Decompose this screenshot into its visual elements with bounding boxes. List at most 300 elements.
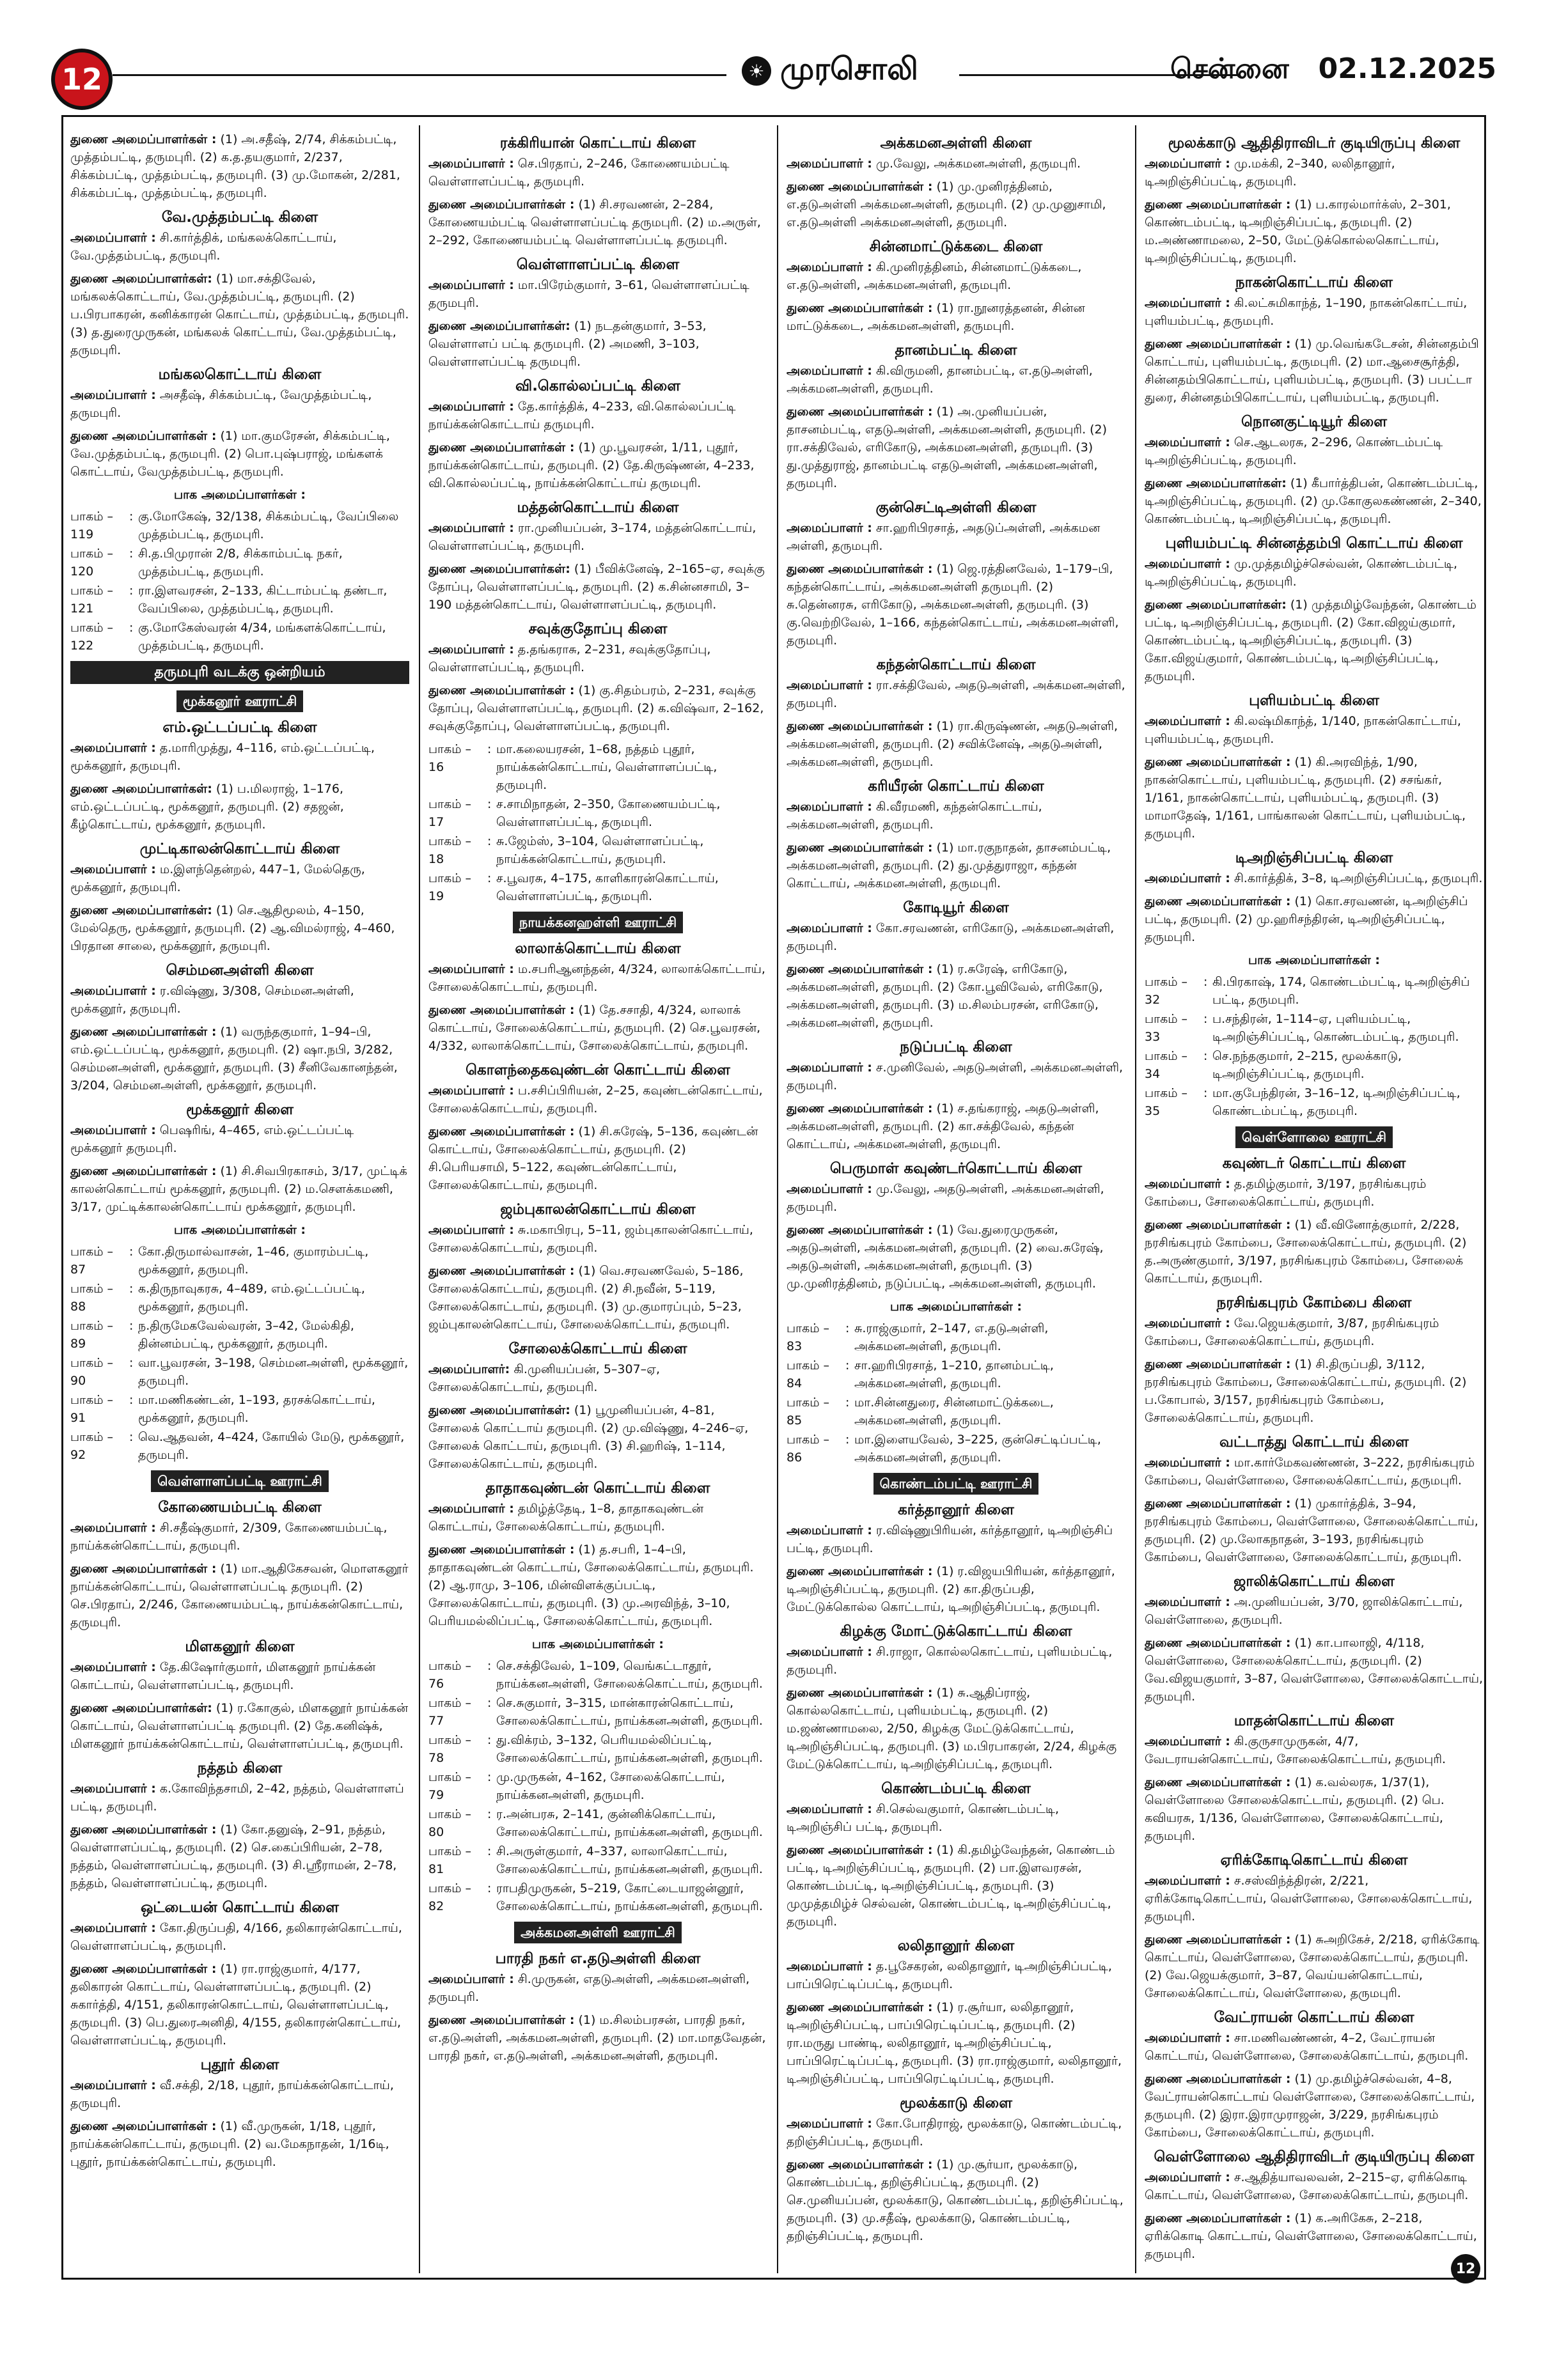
organizer-entry [428, 1541, 767, 1630]
organizer-entry [787, 178, 1125, 231]
role-label: அமைப்பாளர் : [787, 678, 872, 692]
branch-heading: கொளந்தைகவுண்டன் கொட்டாய் கிளை [466, 1062, 730, 1078]
role-label: அமைப்பாளர் : [787, 364, 872, 378]
organizer-details: மு.மக்கி, 2–340, லலிதானூர், டிஅறிஞ்சிப்பட்டி, தருமபுரி. [1145, 157, 1395, 189]
organizer-details: கி.வீரமணி, கந்தன்கொட்டாய், அக்கமனஅள்ளி, தருமபுரி. [787, 800, 1042, 832]
organizer-entry [787, 2156, 1125, 2245]
panchayat-heading: வெள்ளோலை ஊராட்சி [1235, 1126, 1393, 1148]
organizer-entry [70, 229, 409, 265]
organizer-entry [787, 1841, 1125, 1931]
role-label: அமைப்பாளர் : [70, 1921, 156, 1935]
organizer-entry [1145, 596, 1484, 685]
organizer-details: தமிழ்த்தேடி, 1–8, தாதாகவுண்டன் கொட்டாய், சோலைக்கொட்டாய், தருமபுரி. [428, 1502, 704, 1534]
organizer-entry [787, 919, 1125, 955]
role-label: அமைப்பாளர் : [787, 1523, 872, 1537]
branch-heading: கவுண்டர் கொட்டாய் கிளை [1222, 1155, 1406, 1172]
ward-entry [70, 508, 409, 543]
role-label: துணை அமைப்பாளர்கள் : [70, 1823, 217, 1837]
ward-number: பாகம் – 91 [70, 1393, 114, 1425]
ward-number: பாகம் – 81 [428, 1844, 472, 1876]
organizer-entry [70, 1658, 409, 1694]
ward-entry [428, 1768, 767, 1804]
organizer-entry [428, 560, 767, 614]
organizer-details: வே.ஜெயக்குமார், 3/87, நரசிங்கபுரம் கோம்பை, சோலைக்கொட்டாய், தருமபுரி. [1145, 1316, 1439, 1348]
organizer-details: சு.மகாபிரபு, 5–11, ஜம்புகாலன்கொட்டாய், சோலைக்கொட்டாய், தருமபுரி. [428, 1223, 753, 1255]
ward-organizer: செ.நந்தகுமார், 2–215, மூலக்காடு, டிஅறிஞ்சிப்பட்டி, தருமபுரி. [1212, 1049, 1402, 1081]
organizer-entry [1145, 335, 1484, 407]
branch-heading: கோடியூர் கிளை [903, 899, 1009, 916]
branch-heading: மூக்கனூர் கிளை [186, 1101, 294, 1118]
role-label: அமைப்பாளர் : [428, 157, 514, 171]
organizer-details: சி.செல்வகுமார், கொண்டம்பட்டி, டிஅறிஞ்சிப் பட்டி, தருமபுரி. [787, 1802, 1059, 1834]
branch-heading: புதூர் கிளை [200, 2057, 279, 2073]
organizer-entry [787, 519, 1125, 555]
role-label: துணை அமைப்பாளர்கள் : [1145, 755, 1291, 769]
organizer-details: (1) ரா.நூனரத்தனன், சின்ன மாட்டுக்கடை, அக்கமனஅள்ளி, தருமபுரி. [787, 301, 1085, 333]
role-label: துணை அமைப்பாளர்கள்: [428, 562, 570, 576]
organizer-details: செ.பிரதாப், 2–246, கோணையம்பட்டி வெள்ளாளப்பட்டி, தருமபுரி. [428, 157, 730, 189]
organizer-details: (1) முகார்த்திக், 3–94, நரசிங்கபுரம் கோம்பை, வெள்ளோலை, சோலைக்கொட்டாய், தருமபுரி. (2) மு.லோகநாதன், 3–193, நரசிங்கபுரம் கோம்பை, வெள்ளோலை, சோலைக்கொட்டாய், தருமபுரி. [1145, 1497, 1478, 1564]
organizer-entry [1145, 294, 1484, 330]
organizer-entry [1145, 1773, 1484, 1845]
role-label: துணை அமைப்பாளர்கள்: [70, 903, 212, 917]
ward-number: பாகம் – 79 [428, 1770, 472, 1802]
ward-colon: : [845, 1358, 850, 1373]
ward-entry [428, 1805, 767, 1841]
ward-colon: : [845, 1396, 850, 1410]
organizer-entry [787, 676, 1125, 712]
organizer-details: (1) வீ.முருகன், 1/18, புதூர், நாய்க்கன்கொட்டாய், தருமபுரி. (2) வ.மேகநாதன், 1/16டி, புதூர், நாய்க்கன்கொட்டாய், தருமபுரி. [70, 2119, 389, 2169]
role-label: துணை அமைப்பாளர்கள் : [428, 1543, 575, 1557]
role-label: அமைப்பாளர் : [787, 800, 872, 814]
branch-heading: நொனகுட்டியூர் கிளை [1241, 414, 1388, 430]
organizer-details: கி.முனிரத்தினம், சின்னமாட்டுக்கடை, எ.தடுஅள்ளி, அக்கமனஅள்ளி, தருமபுரி. [787, 260, 1082, 292]
ward-number: பாகம் – 78 [428, 1733, 472, 1765]
ward-entry [428, 795, 767, 831]
ward-organizers-heading: பாக அமைப்பாளர்கள் : [173, 1223, 306, 1237]
branch-heading: கிழக்கு மோட்டுக்கொட்டாய் கிளை [840, 1623, 1072, 1640]
newspaper-brand [742, 51, 918, 91]
ward-entry [428, 1731, 767, 1767]
role-label: துணை அமைப்பாளர்கள் : [428, 683, 575, 697]
organizer-entry [428, 398, 767, 433]
ward-organizer: சு.ஜேம்ஸ், 3–104, வெள்ளாளப்பட்டி, நாய்க்கன்கொட்டாய், தருமபுரி. [496, 834, 704, 866]
role-label: அமைப்பாளர் : [787, 1645, 872, 1659]
organizer-details: (1) கி.தமிழ்வேந்தன், கொண்டம் பட்டி, டிஅறிஞ்சிப்பட்டி, தருமபுரி. (2) பா.இளவரசன், கொண்டம்பட்டி, டிஅறிஞ்சிப்பட்டி, தருமபுரி. (3) முமுத்தமிழ்ச் செல்வன், கொண்டம்பட்டி, டிஅறிஞ்சிப்பட்டி, தருமபுரி. [787, 1843, 1115, 1929]
role-label: துணை அமைப்பாளர்கள் : [70, 1164, 217, 1178]
organizer-entry [70, 1023, 409, 1094]
organizer-details: (1) சுஅறிகேச், 2/218, ஏரிக்கோடி கொட்டாய், வெள்ளோலை, சோலைக்கொட்டாய், தருமபுரி. (2) வே.ஜெயக்குமார், 3–87, வெய்யன்கொட்டாய், சோலைக்கொட்டாய், வெள்ளோலை, தருமபுரி. [1145, 1933, 1480, 2000]
organizer-entry [428, 1123, 767, 1194]
organizer-details: ம.இளந்தென்றல், 447–1, மேல்தெரு, மூக்கனூர், தருமபுரி. [70, 862, 365, 894]
organizer-entry [70, 1780, 409, 1816]
ward-organizers-heading: பாக அமைப்பாளர்கள் : [889, 1300, 1022, 1314]
organizer-entry [787, 1180, 1125, 1216]
ward-organizer: ராபதிமுருகன், 5–219, கோட்டையாஜன்னூர், சோலைக்கொட்டாய், நாய்க்கனஅள்ளி, தருமபுரி. [496, 1881, 763, 1913]
organizer-entry [1145, 555, 1484, 591]
organizer-entry [428, 196, 767, 249]
organizer-details: கி.லட்சுமிகாந்த், 1–190, நாகன்கொட்டாய், புளியம்பட்டி, தருமபுரி. [1145, 296, 1468, 328]
organizer-details: (1) ம.சிலம்பரசன், பாரதி நகர், எ.தடுஅள்ளி, அக்கமனஅள்ளி, தருமபுரி. (2) மா.மாதவேதன், பாரதி நகர், எ.தடுஅள்ளி, அக்கமனஅள்ளி, தருமபுரி. [428, 2013, 766, 2063]
branch-heading: சின்னமாட்டுக்கடை கிளை [869, 238, 1043, 255]
branch-heading: மங்கலகொட்டாய் கிளை [158, 366, 322, 383]
organizer-entry [787, 1221, 1125, 1293]
ward-number: பாகம் – 16 [428, 742, 472, 774]
ward-organizer: கு.மோகேஷ், 32/138, சிக்கம்பட்டி, வேப்பிலை முத்தம்பட்டி, தருமபுரி. [138, 509, 399, 541]
ward-colon: : [1203, 1012, 1208, 1026]
branch-heading: வெள்ளோலை ஆதிதிராவிடர் குடியிருப்பு கிளை [1154, 2149, 1475, 2165]
branch-heading: மத்தன்கொட்டாய் கிளை [517, 499, 679, 516]
organizer-details: கோ.சரவணன், எரிகோடு, அக்கமனஅள்ளி, தருமபுரி. [787, 921, 1115, 953]
organizer-details: சி.முருகன், எதடுஅள்ளி, அக்கமனஅள்ளி, தருமபுரி. [428, 1972, 750, 2004]
ward-colon: : [845, 1433, 850, 1447]
ward-entry [428, 1694, 767, 1730]
organizer-details: (1) வருந்தகுமார், 1–94–பி, எம்.ஒட்டப்பட்டி, மூக்கனூர், தருமபுரி. (2) ஷா.நபி, 3/282, செம்மனஅள்ளி, மூக்கனூர், தருமபுரி. (3) சீனிவேகானந்தன், 3/204, செம்மனஅள்ளி, மூக்கனூர், தருமபுரி. [70, 1025, 398, 1093]
role-label: துணை அமைப்பாளர்கள்: [70, 782, 212, 796]
newspaper-name: முரசொலி [780, 51, 918, 87]
role-label: துணை அமைப்பாளர்கள் : [1145, 1218, 1291, 1232]
ward-organizer: மா.இளையவேல், 3–225, குன்செட்டிப்பட்டி, அக்கமனஅள்ளி, தருமபுரி. [854, 1433, 1101, 1465]
organizer-entry [787, 403, 1125, 492]
organizer-details: (1) ப.மிலராஜ், 1–176, எம்.ஒட்டப்பட்டி, மூக்கனூர், தருமபுரி. (2) சதஜன், கீழ்கொட்டாய், மூக்கனூர், தருமபுரி. [70, 782, 344, 832]
branch-heading: புளியம்பட்டி சின்னத்தம்பி கொட்டாய் கிளை [1165, 535, 1463, 552]
organizer-details: கோ.திருப்பதி, 4/166, தலிகாரன்கொட்டாய், வெள்ளாளப்பட்டி, தருமபுரி. [70, 1921, 402, 1953]
branch-heading: வே.முத்தம்பட்டி கிளை [161, 209, 318, 226]
role-label: அமைப்பாளர் : [1145, 2170, 1230, 2184]
ward-organizer: சி.அருள்குமார், 4–337, லாலாகொட்டாய், சோலைக்கொட்டாய், நாய்க்கனஅள்ளி, தருமபுரி. [496, 1844, 763, 1876]
ward-colon: : [487, 871, 492, 885]
organizer-details: பெஷரிங், 4–465, எம்.ஒட்டப்பட்டி மூக்கனூர் தருமபுரி. [70, 1123, 354, 1155]
role-label: அமைப்பாளர் : [1145, 1734, 1230, 1748]
role-label: துணை அமைப்பாளர்கள் : [787, 1101, 933, 1116]
organizer-entry [70, 2076, 409, 2112]
role-label: துணை அமைப்பாளர்கள் : [1145, 2211, 1291, 2225]
organizer-details: (1) ப.காரல்மார்க்ஸ், 2–301, கொண்டம்பட்டி, டிஅறிஞ்சிப்பட்டி, தருமபுரி. (2) ம.அண்ணாமலை, 2–50, மேட்டுக்கொல்லகொட்டாய், டிஅறிஞ்சிப்பட்டி, தருமபுரி. [1145, 198, 1451, 265]
role-label: அமைப்பாளர் : [70, 1123, 156, 1137]
role-label: துணை அமைப்பாளர்கள் : [787, 1686, 933, 1700]
role-label: துணை அமைப்பாளர்கள் : [70, 1962, 217, 1976]
organizer-entry [70, 130, 409, 202]
role-label: அமைப்பாளர் : [70, 741, 156, 755]
organizer-details: (1) ரா.ராஜ்குமார், 4/177, தலிகாரன் கொட்டாய், வெள்ளாளப்பட்டி, தருமபுரி. (2) சுகார்த்தி, 4/151, தலிகாரன்கொட்டாய், வெள்ளாளப்பட்டி, தருமபுரி. (3) பெ.துரைஅனிதி, 4/155, தலிகாரன்கொட்டாய், வெள்ளாளப்பட்டி, தருமபுரி. [70, 1962, 402, 2048]
role-label: அமைப்பாளர் : [70, 1521, 156, 1535]
organizer-entry [787, 1957, 1125, 1993]
ward-entry [1145, 1084, 1484, 1120]
organizer-details: (1) ர.கோகுல், மிளகனூர் நாய்க்கன் கொட்டாய், வெள்ளாளப்பட்டி தருமபுரி. (2) தே.கனிஷ்க், மிளகனூர் நாய்க்கன்கொட்டாய், வெள்ளாளப்பட்டி, தருமபுரி. [70, 1701, 409, 1751]
organizer-entry [1145, 1216, 1484, 1287]
role-label: அமைப்பாளர் : [70, 984, 156, 998]
organizer-details: (1) மு.பூவரசன், 1/11, புதூர், நாய்க்கன்கொட்டாய், தருமபுரி. (2) தே.கிருஷ்ணன், 4–233, வி.கொல்லப்பட்டி, நாய்க்கன்கொட்டாய் தருமபுரி. [428, 440, 755, 490]
organizer-entry [1145, 1175, 1484, 1211]
column-divider [777, 125, 778, 2273]
ward-colon: : [487, 1881, 492, 1895]
role-label: துணை அமைப்பாளர்கள் : [787, 405, 933, 419]
organizer-entry [787, 1562, 1125, 1616]
branch-heading: பாரதி நகர் எ.தடுஅள்ளி கிளை [495, 1950, 701, 1967]
organizer-details: கி.லஷ்மிகாந்த், 1/140, நாகன்கொட்டாய், புளியம்பட்டி, தருமபுரி. [1145, 714, 1461, 746]
organizer-entry [1145, 1634, 1484, 1706]
ward-entry [1145, 1047, 1484, 1083]
organizer-details: (1) அ.முனியப்பன், தாசனம்பட்டி, எதடுஅள்ளி, அக்கமனஅள்ளி, தருமபுரி. (2) ரா.சக்திவேல், எரிகோடு, அக்கமனஅள்ளி, தருமபுரி. (3) து.முத்துராஜ், தானம்பட்டி எதடுஅள்ளி, அக்கமனஅள்ளி, தருமபுரி. [787, 405, 1108, 490]
ward-organizer: மா.குபேந்திரன், 3–16–12, டிஅறிஞ்சிப்பட்டி, கொண்டம்பட்டி, தருமபுரி. [1212, 1086, 1461, 1118]
role-label: அமைப்பாளர் : [428, 521, 514, 535]
ward-number: பாகம் – 90 [70, 1356, 114, 1388]
branch-heading: தானம்பட்டி கிளை [895, 342, 1017, 359]
role-label: அமைப்பாளர் : [787, 521, 872, 535]
ward-colon: : [129, 1356, 134, 1370]
organizer-details: (1) வே.துரைமுருகன், அதடுஅள்ளி, அக்கமனஅள்ளி, தருமபுரி. (2) வை.சுரேஷ், அதடுஅள்ளி, அக்கமனஅள்ளி, தருமபுரி. (3) மு.முனிரத்தினம், நடுப்பட்டி, அக்கமனஅள்ளி, தருமபுரி. [787, 1223, 1104, 1291]
role-label: அமைப்பாளர் : [428, 278, 514, 292]
organizer-entry [70, 1560, 409, 1631]
ward-colon: : [129, 1393, 134, 1407]
organizer-details: (1) கீபார்த்திபன், கொண்டம்பட்டி, டிஅறிஞ்சிப்பட்டி, தருமபுரி. (2) மு.கோகுலகண்ணன், 2–340, கொண்டம்பட்டி, டிஅறிஞ்சிப்பட்டி, தருமபுரி. [1145, 476, 1482, 526]
branch-heading: நடுப்பட்டி கிளை [900, 1039, 1012, 1055]
organizer-details: (1) க.வல்லரசு, 1/37(1), வெள்ளோலை சோலைக்கொட்டாய், தருமபுரி. (2) பெ. கவியரசு, 1/136, வெள்ளோலை, சோலைக்கொட்டாய், தருமபுரி. [1145, 1775, 1445, 1843]
ward-entry [787, 1319, 1125, 1355]
ward-organizer: சி.த.பிமுரான் 2/8, சிக்காம்பட்டி நகர், முத்தம்பட்டி, தருமபுரி. [138, 547, 343, 579]
branch-heading: புளியம்பட்டி கிளை [1249, 692, 1379, 709]
ward-number: பாகம் – 76 [428, 1659, 472, 1691]
ward-organizer: மா.சின்னதுரை, சின்னமாட்டுக்கடை, அக்கமனஅள்ளி, தருமபுரி. [854, 1396, 1054, 1427]
organizer-entry [1145, 155, 1484, 191]
ward-organizer: கி.பிரகாஷ், 174, கொண்டம்பட்டி, டிஅறிஞ்சிப் பட்டி, தருமபுரி. [1212, 975, 1470, 1007]
organizer-details: அசதீஷ், சிக்கம்பட்டி, வேமுத்தம்பட்டி, தருமபுரி. [70, 388, 372, 420]
role-label: அமைப்பாளர் : [70, 231, 156, 245]
union-banner: தருமபுரி வடக்கு ஒன்றியம் [70, 661, 409, 684]
ward-entry [70, 1243, 409, 1279]
role-label: அமைப்பாளர் : [787, 921, 872, 935]
organizer-details: (1) சி.திருப்பதி, 3/112, நரசிங்கபுரம் கோம்பை, சோலைக்கொட்டாய், தருமபுரி. (2) ப.கோபால், 3/157, நரசிங்கபுரம் கோம்பை, சோலைக்கொட்டாய், தருமபுரி. [1145, 1357, 1467, 1425]
column-4 [1145, 128, 1484, 2263]
organizer-details: மா.கார்மேகவண்ணன், 3–222, நரசிங்கபுரம் கோம்பை, வெள்ளோலை, சோலைக்கொட்டாய், தருமபுரி. [1145, 1456, 1475, 1488]
role-label: துணை அமைப்பாளர்கள்: [70, 1701, 212, 1715]
organizer-entry [787, 2115, 1125, 2151]
role-label: துணை அமைப்பாளர்கள் : [428, 198, 575, 212]
ward-colon: : [487, 1733, 492, 1747]
role-label: அமைப்பாளர் : [1145, 557, 1230, 571]
ward-colon: : [487, 742, 492, 756]
organizer-entry [787, 1998, 1125, 2088]
organizer-entry [70, 780, 409, 834]
organizer-details: த.தங்கராசு, 2–231, சவுக்குதோப்பு, வெள்ளாளப்பட்டி, தருமபுரி. [428, 642, 711, 674]
ward-entry [70, 1354, 409, 1390]
organizer-entry [428, 1970, 767, 2006]
column-divider [419, 125, 420, 2273]
role-label: அமைப்பாளர் : [1145, 1316, 1230, 1330]
branch-heading: ஜாலிக்கொட்டாய் கிளை [1234, 1573, 1395, 1590]
branch-heading: நாகன்கொட்டாய் கிளை [1235, 274, 1393, 291]
column-divider [1135, 125, 1136, 2273]
organizer-entry [1145, 2070, 1484, 2142]
organizer-details: ரா.முனியப்பன், 3–174, மத்தன்கொட்டாய், வெள்ளாளப்பட்டி, தருமபுரி. [428, 521, 756, 553]
role-label: அமைப்பாளர் : [787, 157, 872, 171]
role-label: அமைப்பாளர் : [70, 1660, 156, 1674]
role-label: துணை அமைப்பாளர்கள் : [70, 429, 217, 443]
organizer-details: ர.விஷ்ணுபிரியன், கர்த்தானூர், டிஅறிஞ்சிப் பட்டி, தருமபுரி. [787, 1523, 1113, 1555]
ward-number: பாகம் – 119 [70, 509, 114, 541]
footer-page-number: 12 [1451, 2254, 1480, 2283]
organizer-details: (1) கொ.சரவணன், டிஅறிஞ்சிப் பட்டி, தருமபுரி. (2) மு.ஹரிசந்திரன், டிஅறிஞ்சிப்பட்டி, தருமபுரி. [1145, 894, 1468, 944]
role-label: துணை அமைப்பாளர்கள் : [787, 1223, 933, 1237]
column-3 [787, 128, 1125, 2263]
role-label: துணை அமைப்பாளர்கள் : [1145, 1775, 1291, 1789]
ward-organizer: ச.பூவரசு, 4–175, காளிகாரன்கொட்டாய், வெள்ளாளப்பட்டி, தருமபுரி. [496, 871, 719, 903]
ward-entry [428, 1842, 767, 1878]
organizer-entry [787, 258, 1125, 294]
ward-entry [70, 1280, 409, 1316]
ward-colon: : [487, 797, 492, 811]
organizer-entry [1145, 2029, 1484, 2065]
ward-organizer: மா.மணிகண்டன், 1–193, தரசக்கொட்டாய், மூக்கனூர், தருமபுரி. [138, 1393, 375, 1425]
ward-entry [428, 832, 767, 868]
organizer-details: (1) பூமுனியப்பன், 4–81, சோலைக் கொட்டாய் தருமபுரி. (2) மு.விஷ்ணு, 4–246–ஏ, சோலைக் கொட்டாய், தருமபுரி. (3) சி.ஹரிஷ், 1–114, சோலைக்கொட்டாய், தருமபுரி. [428, 1403, 749, 1471]
panchayat-heading: மூக்கனூர் ஊராட்சி [176, 690, 304, 712]
branch-heading: கரியீரன் கொட்டாய் கிளை [868, 778, 1044, 795]
branch-heading: மிளகனூர் கிளை [185, 1638, 295, 1655]
ward-organizer: மு.முருகன், 4–162, சோலைக்கொட்டாய், நாய்க்கனஅள்ளி, தருமபுரி. [496, 1770, 725, 1802]
role-label: துணை அமைப்பாளர்கள் : [787, 2158, 933, 2172]
organizer-details: (1) ர.சூர்யா, லலிதானூர், டிஅறிஞ்சிப்பட்டி, பாப்பிரெட்டிப்பட்டி, தருமபுரி. (2) ரா.மருது பாண்டி, லலிதானூர், டிஅறிஞ்சிப்பட்டி, பாப்பிரெட்டிப்பட்டி, தருமபுரி. (3) ரா.ராஜ்குமார், லலிதானூர், டிஅறிஞ்சிப்பட்டி, பாப்பிரெட்டிப்பட்டி, தருமபுரி. [787, 2000, 1122, 2086]
branch-heading: வி.கொல்லப்பட்டி கிளை [515, 378, 680, 394]
ward-colon: : [1203, 975, 1208, 989]
role-label: அமைப்பாளர் : [70, 2078, 156, 2092]
ward-entry [70, 1391, 409, 1427]
organizer-entry [787, 1100, 1125, 1153]
panchayat-heading: நாயக்கனஹள்ளி ஊராட்சி [513, 912, 683, 933]
organizer-details: (1) மு.சூர்யா, மூலக்காடு, கொண்டம்பட்டி, தறிஞ்சிப்பட்டி, தருமபுரி. (2) செ.முனியப்பன், மூலக்காடு, கொண்டம்பட்டி, தறிஞ்சிப்பட்டி, தருமபுரி. (3) மு.சதீஷ், மூலக்காடு, கொண்டம்பட்டி, தறிஞ்சிப்பட்டி, தருமபுரி. [787, 2158, 1124, 2243]
organizer-details: (1) பீவிக்னேஷ், 2–165–ஏ, சவுக்கு தோப்பு, வெள்ளாளப்பட்டி, தருமபுரி. (2) க.சின்னசாமி, 3–190 மத்தன்கொட்டாய், வெள்ளாளப்பட்டி, தருமபுரி. [428, 562, 765, 612]
role-label: அமைப்பாளர் : [428, 1223, 514, 1237]
organizer-details: ம.சபரிஆனந்தன், 4/324, லாலாக்கொட்டாய், சோலைக்கொட்டாய், தருமபுரி. [428, 962, 765, 994]
organizer-details: (1) மா.ரகுநாதன், தாசனம்பட்டி, அக்கமனஅள்ளி, தருமபுரி. (2) து.முத்துராஜா, கந்தன் கொட்டாய், அக்கமனஅள்ளி, தருமபுரி. [787, 841, 1111, 891]
role-label: அமைப்பாளர் : [1145, 1595, 1230, 1609]
ward-organizer: ப.சந்திரன், 1–114–ஏ, புளியம்பட்டி, டிஅறிஞ்சிப்பட்டி, கொண்டம்பட்டி, தருமபுரி. [1212, 1012, 1459, 1044]
branch-heading: அக்கமனஅள்ளி கிளை [880, 135, 1032, 152]
ward-organizer: ச.சாமிநாதன், 2–350, கோணையம்பட்டி, வெள்ளாளப்பட்டி, தருமபுரி. [496, 797, 721, 829]
role-label: அமைப்பாளர் : [428, 400, 514, 414]
organizer-details: கி.விருமனி, தானம்பட்டி, எ.தடுஅள்ளி, அக்கமனஅள்ளி, தருமபுரி. [787, 364, 1093, 396]
role-label: அமைப்பாளர்: [428, 1362, 510, 1376]
organizer-entry [70, 860, 409, 896]
ward-organizers-heading: பாக அமைப்பாளர்கள் : [173, 488, 306, 502]
ward-entry [1145, 973, 1484, 1009]
role-label: அமைப்பாளர் : [428, 1084, 514, 1098]
organizer-entry [70, 901, 409, 955]
organizer-entry [428, 641, 767, 676]
branch-heading: வட்டாத்து கொட்டாய் கிளை [1219, 1434, 1409, 1451]
ward-colon: : [1203, 1049, 1208, 1063]
organizer-entry [787, 1643, 1125, 1679]
ward-number: பாகம் – 33 [1145, 1012, 1188, 1044]
branch-heading: கொண்டம்பட்டி கிளை [881, 1780, 1031, 1797]
branch-heading: முட்டிகாலன்கொட்டாய் கிளை [139, 841, 340, 857]
ward-entry [70, 582, 409, 618]
ward-number: பாகம் – 84 [787, 1358, 830, 1390]
ward-colon: : [129, 584, 134, 598]
organizer-entry [428, 681, 767, 735]
organizer-details: ச.முனிவேல், அதடுஅள்ளி, அக்கமனஅள்ளி, தருமபுரி. [787, 1061, 1124, 1093]
ward-entry [70, 545, 409, 580]
organizer-entry [1145, 1314, 1484, 1350]
organizer-details: த.மாரிமுத்து, 4–116, எம்.ஒட்டப்பட்டி, மூக்கனூர், தருமபுரி. [70, 741, 375, 773]
ward-colon: : [129, 1282, 134, 1296]
role-label: அமைப்பாளர் : [1145, 435, 1230, 449]
organizer-details: சா.மணிவண்ணன், 4–2, வேட்ராயன் கொட்டாய், வெள்ளோலை, சோலைக்கொட்டாய், தருமபுரி. [1145, 2031, 1469, 2063]
organizer-details: (1) சி.சரவணன், 2–284, கோணையம்பட்டி வெள்ளாளப்பட்டி தருமபுரி. (2) ம.அருள், 2–292, கோணையம்பட்டி வெள்ளாளப்பட்டி தருமபுரி. [428, 198, 761, 247]
ward-colon: : [845, 1321, 850, 1335]
organizer-details: (1) வெ.சரவணவேல், 5–186, சோலைக்கொட்டாய், தருமபுரி. (2) சி.நவீன், 5–119, சோலைக்கொட்டாய், தருமபுரி. (3) மு.குமாரப்பும், 5–23, ஜம்புகாலன்கொட்டாய், சோலைக்கொட்டாய், தருமபுரி. [428, 1264, 744, 1332]
ward-organizer: சா.ஹரிபிரசாத், 1–210, தானம்பட்டி, அக்கமனஅள்ளி, தருமபுரி. [854, 1358, 1054, 1390]
role-label: அமைப்பாளர் : [70, 862, 156, 876]
role-label: துணை அமைப்பாளர்கள் : [1145, 2072, 1291, 2086]
organizer-details: மு.வேலு, அதடுஅள்ளி, அக்கமனஅள்ளி, தருமபுரி. [787, 1182, 1104, 1214]
role-label: துணை அமைப்பாளர்கள் : [787, 562, 933, 576]
role-label: அமைப்பாளர் : [1145, 296, 1230, 310]
organizer-details: ர.விஷ்ணு, 3/308, செம்மனஅள்ளி, மூக்கனூர், தருமபுரி. [70, 984, 354, 1016]
organizer-details: (1) மு.தமிழ்ச்செல்வன், 4–8, வேட்ராயன்கொட்டாய் வெள்ளோலை, சோலைக்கொட்டாய், தருமபுரி. (2) இரா.இராமுராஜன், 3/229, நரசிங்கபுரம் கோம்பை, சோலைக்கொட்டாய், தருமபுரி. [1145, 2072, 1475, 2140]
panchayat-heading: வெள்ளாளப்பட்டி ஊராட்சி [151, 1470, 329, 1492]
role-label: அமைப்பாளர் : [428, 642, 514, 657]
ward-colon: : [129, 1430, 134, 1444]
ward-organizer: ரா.இளவரசன், 2–133, கிட்டாம்பட்டி தண்டா, வேப்பிலை, முத்தம்பட்டி, தருமபுரி. [138, 584, 388, 616]
organizer-details: மு.வேலு, அக்கமனஅள்ளி, தருமபுரி. [875, 157, 1081, 171]
branch-heading: கந்தன்கொட்டாய் கிளை [876, 657, 1036, 673]
organizer-entry [1145, 1931, 1484, 2002]
organizer-details: த.தமிழ்குமார், 3/197, நரசிங்கபுரம் கோம்பை, சோலைக்கொட்டாய், தருமபுரி. [1145, 1177, 1427, 1209]
organizer-details: (1) சி.சுரேஷ், 5–136, கவுண்டன் கொட்டாய், சோலைக்கொட்டாய், தருமபுரி. (2) சி.பெரியசாமி, 5–122, கவுண்டன்கொட்டாய், சோலைக்கொட்டாய், தருமபுரி. [428, 1124, 758, 1192]
organizer-details: செ.ஆடலரசு, 2–296, கொண்டம்பட்டி டிஅறிஞ்சிப்பட்டி, தருமபுரி. [1145, 435, 1443, 467]
ward-number: பாகம் – 121 [70, 584, 114, 616]
ward-colon: : [487, 1807, 492, 1821]
role-label: துணை அமைப்பாளர்கள்: [428, 319, 570, 333]
dateline-date: 02.12.2025 [1318, 52, 1496, 85]
ward-entry [787, 1394, 1125, 1429]
branch-heading: ஒட்டையன் கொட்டாய் கிளை [140, 1899, 340, 1916]
organizer-entry [787, 1800, 1125, 1836]
ward-entry [428, 1879, 767, 1915]
organizer-entry [70, 1919, 409, 1955]
ward-number: பாகம் – 86 [787, 1433, 830, 1465]
branch-heading: கர்த்தானூர் கிளை [898, 1502, 1014, 1518]
page-number-badge: 12 [51, 49, 113, 110]
ward-entry [428, 869, 767, 905]
branch-heading: வேட்ராயன் கொட்டாய் கிளை [1214, 2009, 1414, 2026]
organizer-details: (1) வீ.வினோத்குமார், 2/228, நரசிங்கபுரம் கோம்பை, சோலைக்கொட்டாய், தருமபுரி. (2) த.அருண்குமார், 3/197, நரசிங்கபுரம் கோம்பை, சோலைக் கொட்டாய், தருமபுரி. [1145, 1218, 1467, 1286]
ward-number: பாகம் – 32 [1145, 975, 1188, 1007]
ward-organizer: வா.பூவரசன், 3–198, செம்மனஅள்ளி, மூக்கனூர், தருமபுரி. [138, 1356, 409, 1388]
organizer-entry [787, 560, 1125, 649]
organizer-details: தே.கிஷோர்குமார், மிளகனூர் நாய்க்கன் கொட்டாய், வெள்ளாளப்பட்டி, தருமபுரி. [70, 1660, 376, 1692]
organizer-details: (1) கி.அரவிந்த், 1/90, நாகன்கொட்டாய், புளியம்பட்டி, தருமபுரி. (2) சசங்கர், 1/161, நாகன்கொட்டாய், புளியம்பட்டி, தருமபுரி. (3) மாமாதேஷ், 1/161, பாங்காலன் கொட்டாய், புளியம்பட்டி, தருமபுரி. [1145, 755, 1466, 841]
role-label: துணை அமைப்பாளர்கள் : [1145, 894, 1291, 908]
organizer-details: (1) ரா.கிருஷ்ணன், அதடுஅள்ளி, அக்கமனஅள்ளி, தருமபுரி. (2) சவிக்னேஷ், அதடுஅள்ளி, அக்கமனஅள்ளி, தருமபுரி. [787, 719, 1118, 769]
role-label: அமைப்பாளர் : [1145, 157, 1230, 171]
ward-number: பாகம் – 83 [787, 1321, 830, 1353]
ward-organizer: வெ.ஆதவன், 4–424, கோயில் மேடு, மூக்கனூர், தருமபுரி. [138, 1430, 405, 1462]
ward-organizers-heading: பாக அமைப்பாளர்கள் : [531, 1637, 664, 1651]
organizer-details: (1) சி.சிவபிரகாசம், 3/17, முட்டிக் காலன்கொட்டாய் மூக்கனூர், தருமபுரி. (2) ம.சௌக்கமணி, 3/17, முட்டிக்காலன்கொட்டாய் மூக்கனூர், தருமபுரி. [70, 1164, 407, 1214]
role-label: அமைப்பாளர் : [787, 260, 872, 274]
ward-colon: : [129, 1319, 134, 1333]
organizer-details: மு.முத்தமிழ்ச்செல்வன், கொண்டம்பட்டி, டிஅறிஞ்சிப்பட்டி, தருமபுரி. [1145, 557, 1458, 589]
ward-entry [787, 1357, 1125, 1392]
organizer-entry [787, 155, 1125, 173]
ward-colon: : [487, 834, 492, 848]
organizer-details: கி.குருசாமுருகன், 4/7, வேடராயன்கொட்டாய், சோலைக்கொட்டாய், தருமபுரி. [1145, 1734, 1446, 1766]
ward-organizer: செ.சுகுமார், 3–315, மான்காரன்கொட்டாய், சோலைக்கொட்டாய், நாய்க்கனஅள்ளி, தருமபுரி. [496, 1696, 763, 1728]
organizer-details: (1) மா.குமரேசன், சிக்கம்பட்டி, வே.முத்தம்பட்டி, தருமபுரி. (2) பொ.புஷ்பராஜ், மங்களக் கொட்டாய், வேமுத்தம்பட்டி, தருமபுரி. [70, 429, 390, 479]
organizer-details: (1) சு.ஆதிப்ராஜ், கொல்லகொட்டாய், புளியம்பட்டி, தருமபுரி. (2) ம.ஜண்ணாமலை, 2/50, கிழக்கு மேட்டுக்கொட்டாய், டிஅறிஞ்சிப்பட்டி, தருமபுரி. (3) ம.பிரபாகரன், 2/24, கிழக்கு மேட்டுக்கொட்டாய், டிஅறிஞ்சிப்பட்டி, தருமபுரி. [787, 1686, 1117, 1771]
